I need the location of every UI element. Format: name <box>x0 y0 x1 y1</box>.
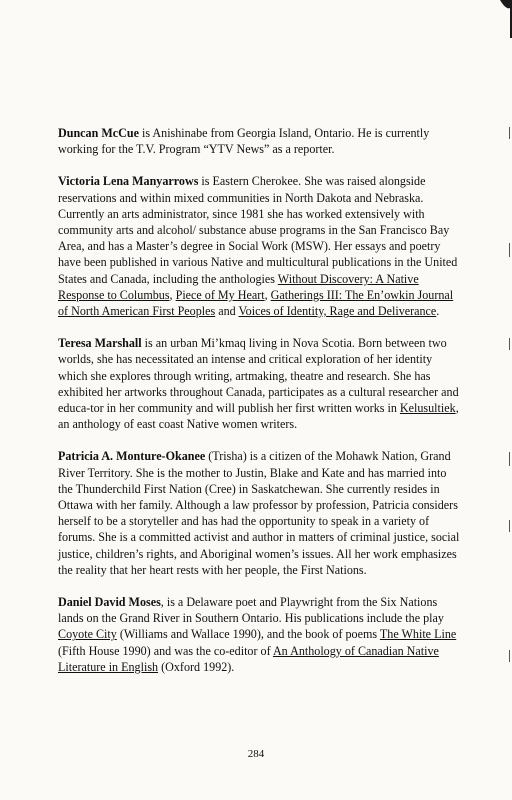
publication-title: Voices of Identity, Rage and Deliverance <box>238 304 437 319</box>
bio-text: . <box>436 304 440 319</box>
contributor-name: Duncan McCue <box>58 126 139 140</box>
bio-text: , <box>169 287 176 302</box>
contributor-name: Victoria Lena Manyarrows <box>58 174 199 189</box>
bio-text: (Fifth House 1990) and was the co-editor of <box>58 643 273 658</box>
bio-text: (Trisha) is a citizen of the Mohawk Nation, Grand River Territory. She is the mother to Justin, Blake and Kate and has married into the Thunderchild First Nation (Cree) in Saskatchewan. She currently resides in Ottawa with her family. Although a law professor by profession, Patricia considers herself to be a storyteller and has had the opportunity to speak in a variety of forums. She is a committed activist and author in matters of criminal justice, social justice, children’s rights, and Aboriginal women’s issues. All her work emphasizes the reality that her heart rests with her people, the First Nations. <box>58 449 460 577</box>
bio-text: is Eastern Cherokee. She was raised alongside reservations and within mixed communities in North Dakota and Nebraska. Currently an arts administrator, since 1981 she has worked extensively with community arts and alcohol/ substance abuse programs in the San Francisco Bay Area, and has a Master’s degree in Social Work (MSW). Her essays and poetry have been published in various Native and multicultural publications in the United States and Canada, including the anthologies <box>58 174 458 286</box>
page-edge-marks <box>506 0 512 800</box>
contributor-name: Teresa Marshall <box>58 336 142 351</box>
bio-text: (Williams and Wallace 1990), and the book of poems <box>116 627 380 642</box>
publication-title: The White Line <box>379 627 457 642</box>
publication-title: Piece of My Heart <box>175 287 265 302</box>
contributor-bio <box>58 173 463 319</box>
publication-title: Gatherings III: The En’owkin Journal of North American First Peoples <box>58 287 454 319</box>
contributor-name: Daniel David Moses <box>58 595 161 610</box>
contributor-bio <box>58 125 463 157</box>
contributor-bios <box>58 125 463 691</box>
page-number: 284 <box>247 748 265 760</box>
publication-title: An Anthology of Canadian Native Literature in English <box>58 643 439 674</box>
contributor-bio <box>58 448 463 578</box>
bio-text: , <box>264 287 271 302</box>
contributor-name: Patricia A. Monture-Okanee <box>58 449 206 464</box>
bio-text: (Oxford 1992). <box>158 659 235 674</box>
contributor-bio <box>58 594 463 675</box>
bio-text: is an urban Mi’kmaq living in Nova Scotia. Born between two worlds, she has necessitated an intense and critical exploration of her identity which she explores through writing, artmaking, theatre and research. She has exhibited her artworks throughout Canada, participates as a cultural researcher and educa-tor in her community and will publish her first written works in <box>58 336 459 416</box>
contributor-bio <box>58 335 463 432</box>
bio-text: , is a Delaware poet and Playwright from the Six Nations lands on the Grand River in Southern Ontario. His publications include the play <box>58 595 444 626</box>
publication-title: Without Discovery: A Native Response to Columbus <box>58 271 419 302</box>
bio-text: , an anthology of east coast Native women writers. <box>58 401 459 432</box>
bio-text: and <box>215 304 239 319</box>
publication-title: Kelusultiek <box>399 401 456 416</box>
bio-text: is Anishinabe from Georgia Island, Ontario. He is currently working for the T.V. Program “YTV News” as a reporter. <box>58 126 430 157</box>
publication-title: Coyote City <box>58 627 117 642</box>
